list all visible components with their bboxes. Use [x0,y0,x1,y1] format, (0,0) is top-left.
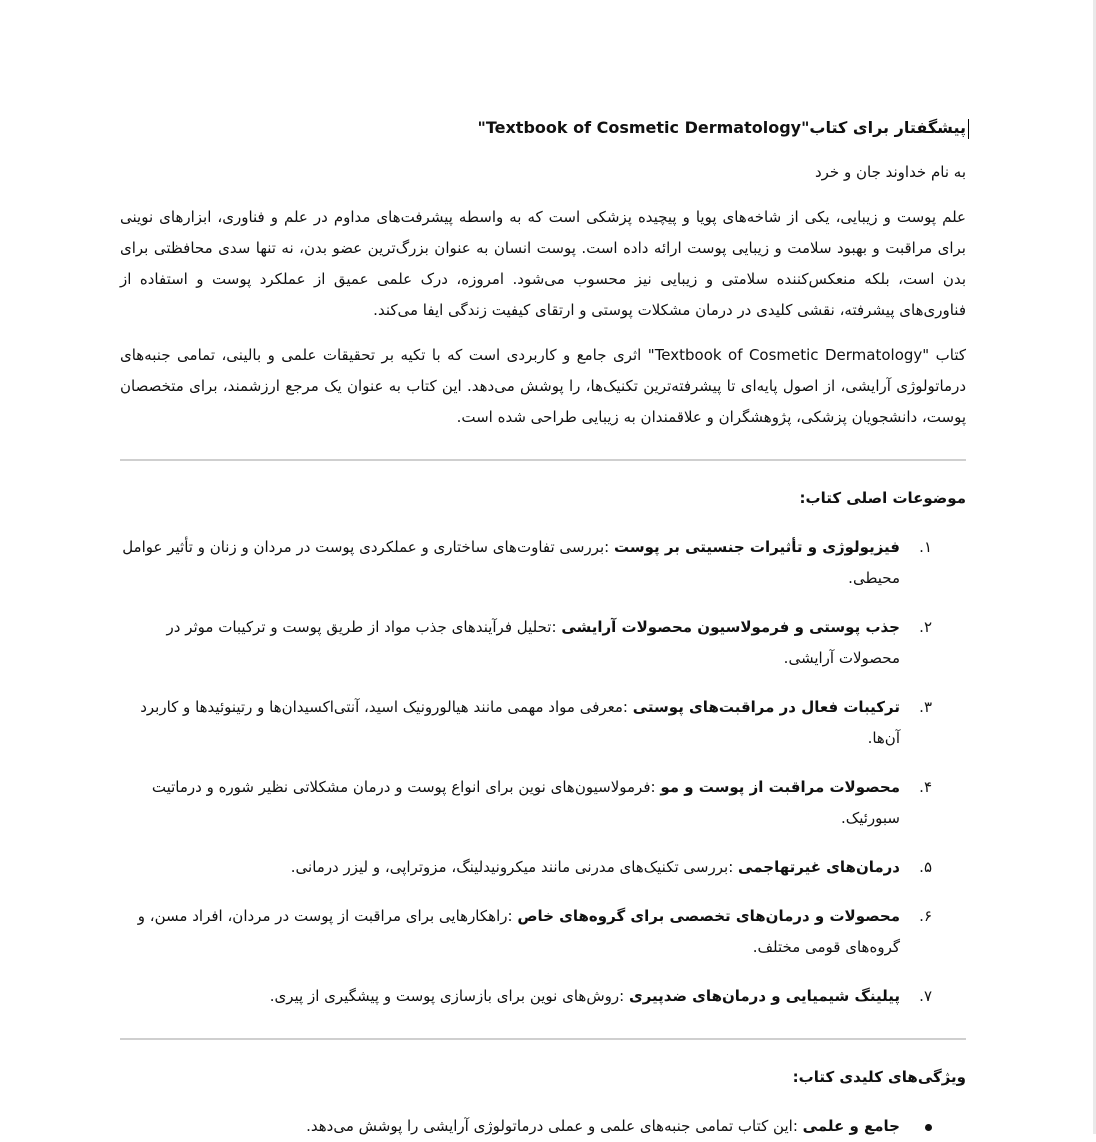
topic-description: :بررسی تکنیک‌های مدرنی مانند میکرونیدلینگ، مزوتراپی، و لیزر درمانی. [290,858,739,876]
list-number: ۳. [919,698,932,716]
topic-description: :راهکارهایی برای مراقبت از پوست در مردان، افراد مسن، و گروه‌های قومی مختلف. [137,907,900,956]
list-item [120,981,966,1012]
text-cursor [968,119,969,139]
topic-description: :معرفی مواد مهمی مانند هیالورونیک اسید، آنتی‌اکسیدان‌ها و رتینوئیدها و کاربرد آن‌ها. [140,698,900,747]
list-number: ۷. [919,987,932,1005]
list-number: ۵. [919,858,932,876]
topics-heading: موضوعات اصلی کتاب: [799,489,966,507]
document-title [120,112,966,143]
horizontal-rule [120,459,966,461]
topic-description: :فرمولاسیون‌های نوین برای انواع پوست و درمان مشکلاتی نظیر شوره و درماتیت سبورئیک. [151,778,900,827]
bullet-icon [925,1124,932,1131]
topic-description: :بررسی تفاوت‌های ساختاری و عملکردی پوست در مردان و زنان و تأثیر عوامل محیطی. [122,538,900,587]
list-number: ۶. [919,907,932,925]
list-item [120,1111,966,1142]
topic-title: ترکیبات فعال در مراقبت‌های پوستی [632,698,900,716]
features-list [120,1111,966,1142]
list-number: ۲. [919,618,932,636]
feature-title: جامع و علمی [802,1117,900,1135]
book-description-paragraph: کتاب "Textbook of Cosmetic Dermatology" اثری جامع و کاربردی است که با تکیه بر تحقیقات علمی و بالینی، تمامی جنبه‌های درماتولوژی آرایشی، از اصول پایه‌ای تا پیشرفته‌ترین تکنیک‌ها، را پوشش می‌دهد. این کتاب به عنوان یک مرجع ارزشمند، برای متخصصان پوست، دانشجویان پزشکی، پژوهشگران و علاقمندان به زیبایی طراحی شده است. [120,346,967,426]
list-item [120,772,966,834]
list-item [120,901,966,963]
topic-title: محصولات مراقبت از پوست و مو [660,778,900,796]
topics-list [120,532,966,1012]
feature-description: :این کتاب تمامی جنبه‌های علمی و عملی درماتولوژی آرایشی را پوشش می‌دهد. [306,1117,803,1135]
greeting-line: به نام خداوند جان و خرد [814,163,966,181]
intro-paragraph: علم پوست و زیبایی، یکی از شاخه‌های پویا و پیچیده پزشکی است که به واسطه پیشرفت‌های مداوم در علم و فناوری، ابزارهای نوینی برای مراقبت و بهبود سلامت و زیبایی پوست ارائه داده است. پوست انسان به عنوان بزرگ‌ترین عضو بدن، نه تنها سدی محافظتی برای بدن است، بلکه منعکس‌کننده سلامتی و زیبایی نیز محسوب می‌شود. امروزه، درک علمی عمیق از عملکرد پوست و استفاده از فناوری‌های پیشرفته، نقشی کلیدی در درمان مشکلات پوستی و ارتقای کیفیت زندگی ایفا می‌کند. [120,208,966,319]
list-number: ۴. [919,778,932,796]
topic-title: محصولات و درمان‌های تخصصی برای گروه‌های خاص [517,907,900,925]
list-item [120,612,966,674]
list-item [120,532,966,594]
document-title-text: پیشگفتار برای کتاب"Textbook of Cosmetic Dermatology" [477,118,966,137]
topic-title: جذب پوستی و فرمولاسیون محصولات آرایشی [561,618,900,636]
horizontal-rule [120,1038,966,1040]
topic-description: :روش‌های نوین برای بازسازی پوست و پیشگیری از پیری. [269,987,629,1005]
features-heading: ویژگی‌های کلیدی کتاب: [792,1068,966,1086]
list-item [120,692,966,754]
document-body[interactable] [120,112,966,1142]
list-number: ۱. [919,538,932,556]
topic-title: پیلینگ شیمیایی و درمان‌های ضدپیری [628,987,900,1005]
topic-description: :تحلیل فرآیندهای جذب مواد از طریق پوست و ترکیبات موثر در محصولات آرایشی. [166,618,900,667]
topic-title: فیزیولوژی و تأثیرات جنسیتی بر پوست [614,538,900,556]
list-item [120,852,966,883]
topic-title: درمان‌های غیرتهاجمی [738,858,900,876]
